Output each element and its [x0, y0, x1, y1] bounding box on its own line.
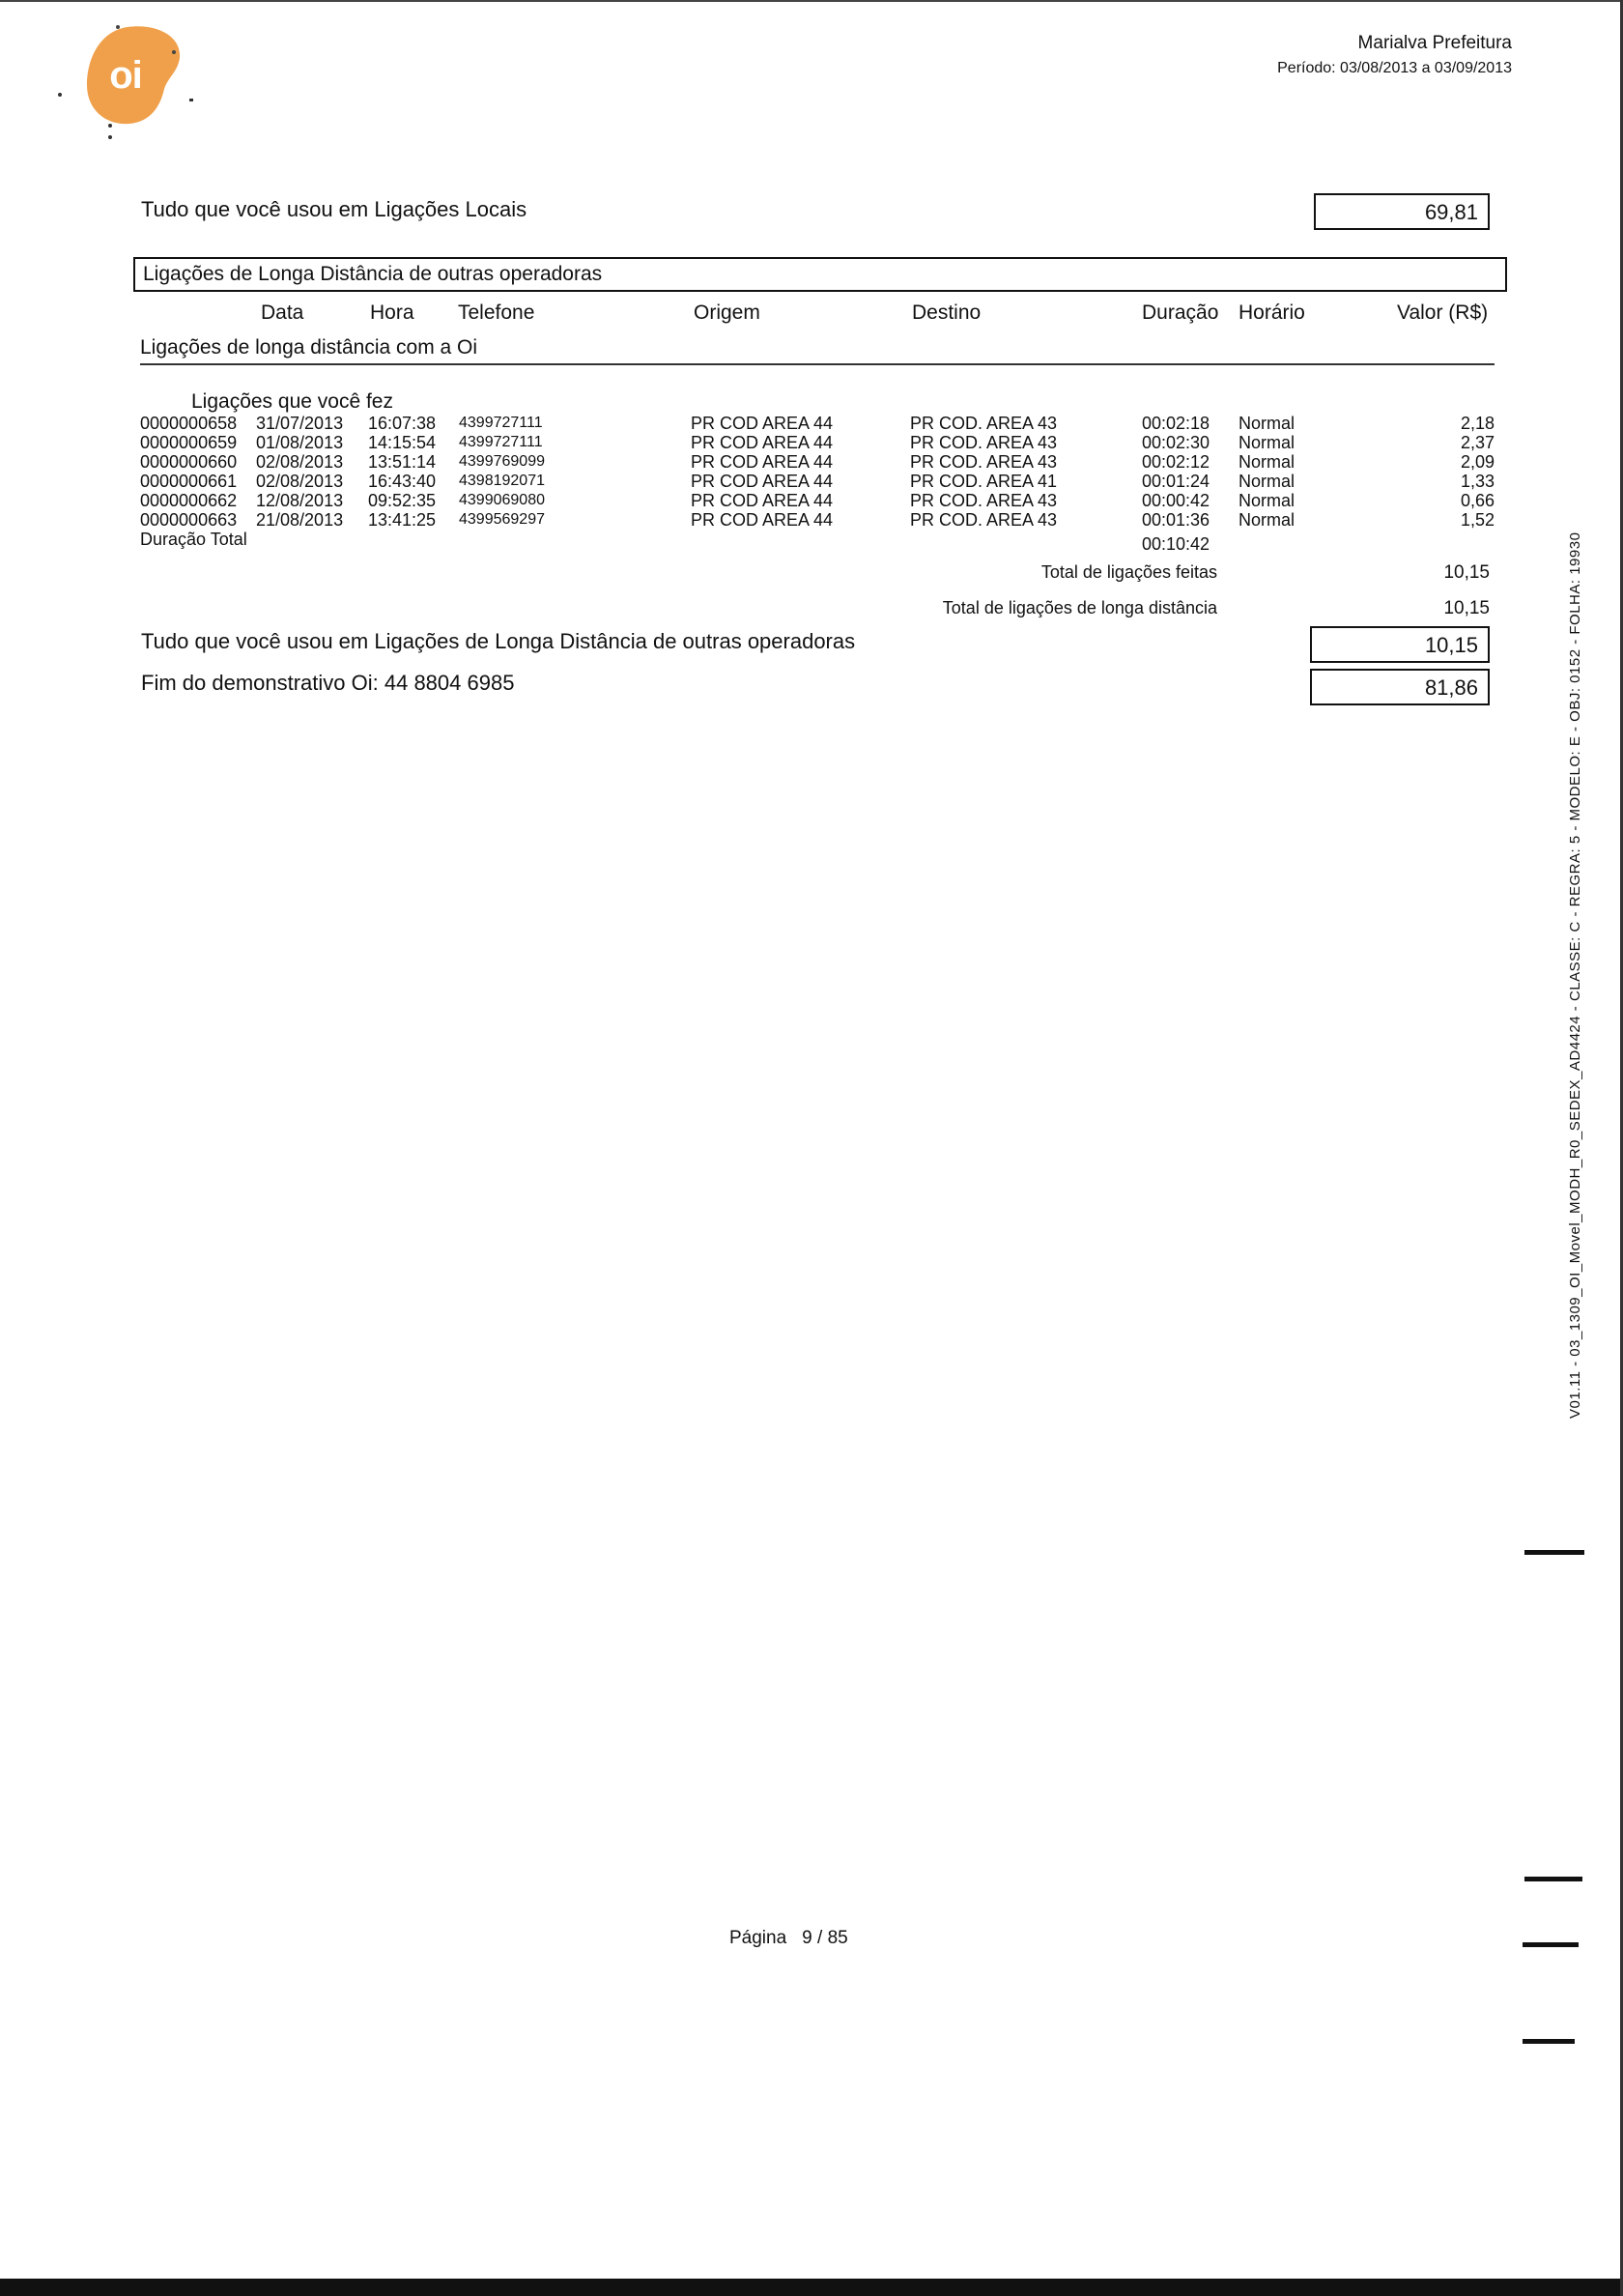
call-phone: 4399727111 [459, 415, 543, 431]
customer-name: Marialva Prefeitura [1357, 33, 1512, 53]
call-origin: PR COD AREA 44 [691, 491, 834, 510]
call-duration: 00:00:42 [1142, 491, 1210, 510]
call-id: 0000000660 [140, 452, 238, 472]
total-long-distance-value: 10,15 [1443, 598, 1490, 618]
col-header-telefone: Telefone [458, 301, 535, 324]
call-phone: 4399727111 [459, 434, 543, 450]
col-header-destino: Destino [912, 301, 982, 324]
side-document-code: V01.11 - 03_1309_OI_Movel_MODH_R0_SEDEX_AD4424 - CLASSE: C - REGRA: 5 - MODELO: E - OBJ: 0152 - FOLHA: 19930 [1567, 531, 1583, 1419]
call-phone: 4399069080 [459, 492, 545, 508]
call-time: 16:43:40 [368, 472, 437, 491]
col-header-data: Data [261, 301, 304, 324]
call-date: 31/07/2013 [256, 414, 344, 433]
call-duration: 00:02:30 [1142, 433, 1210, 452]
call-phone: 4398192071 [459, 473, 545, 489]
call-time: 09:52:35 [368, 491, 437, 510]
total-calls-made-label: Total de ligações feitas [1040, 562, 1217, 582]
call-date: 02/08/2013 [256, 452, 344, 472]
call-period: Normal [1239, 414, 1296, 433]
top-edge-line [0, 0, 1623, 2]
scan-dot [189, 99, 193, 101]
call-destination: PR COD. AREA 43 [910, 414, 1058, 433]
call-value: 2,18 [1460, 414, 1495, 433]
call-value: 1,33 [1460, 472, 1495, 491]
logo-text: oi [109, 54, 142, 97]
call-id: 0000000663 [140, 510, 238, 530]
scan-dot [108, 135, 112, 139]
call-origin: PR COD AREA 44 [691, 414, 834, 433]
call-date: 02/08/2013 [256, 472, 344, 491]
calls-heading: Ligações que você fez [191, 390, 393, 413]
account-header [1277, 33, 1512, 77]
call-value: 1,52 [1460, 510, 1495, 530]
call-date: 01/08/2013 [256, 433, 344, 452]
long-distance-section-title: Ligações de Longa Distância de outras operadoras [133, 257, 1507, 292]
call-time: 13:41:25 [368, 510, 437, 530]
long-distance-summary-label: Tudo que você usou em Ligações de Longa Distância de outras operadoras [141, 629, 856, 653]
local-calls-label: Tudo que você usou em Ligações Locais [141, 197, 527, 221]
call-origin: PR COD AREA 44 [691, 472, 834, 491]
statement-end-label: Fim do demonstrativo Oi: 44 8804 6985 [141, 671, 515, 695]
call-period: Normal [1239, 433, 1296, 452]
call-period: Normal [1239, 491, 1296, 510]
call-origin: PR COD AREA 44 [691, 452, 834, 472]
page-label: Página [729, 1928, 787, 1948]
call-period: Normal [1239, 472, 1296, 491]
call-value: 0,66 [1460, 491, 1495, 510]
col-header-valor: Valor (R$) [1397, 301, 1489, 324]
local-calls-total: 69,81 [1314, 193, 1490, 230]
call-value: 2,09 [1460, 452, 1495, 472]
margin-mark [1523, 1942, 1579, 1947]
call-phone: 4399569297 [459, 511, 545, 528]
call-destination: PR COD. AREA 43 [910, 510, 1058, 530]
call-date: 21/08/2013 [256, 510, 344, 530]
call-period: Normal [1239, 452, 1296, 472]
call-time: 13:51:14 [368, 452, 437, 472]
duration-total-value: 00:10:42 [1142, 534, 1210, 554]
call-id: 0000000659 [140, 433, 238, 452]
call-origin: PR COD AREA 44 [691, 510, 834, 530]
call-duration: 00:02:12 [1142, 452, 1210, 472]
call-period: Normal [1239, 510, 1296, 530]
scan-dot [58, 93, 62, 97]
call-destination: PR COD. AREA 43 [910, 491, 1058, 510]
call-phone: 4399769099 [459, 453, 545, 470]
call-id: 0000000661 [140, 472, 238, 491]
total-long-distance-label: Total de ligações de longa distância [942, 598, 1217, 617]
margin-mark [1524, 1550, 1584, 1555]
margin-mark [1523, 2039, 1575, 2044]
call-destination: PR COD. AREA 43 [910, 433, 1058, 452]
call-destination: PR COD. AREA 43 [910, 452, 1058, 472]
statement-end-total: 81,86 [1310, 669, 1490, 705]
col-header-horario: Horário [1239, 301, 1305, 324]
page-footer [729, 1928, 864, 1949]
total-calls-made-value: 10,15 [1443, 562, 1490, 583]
margin-mark [1524, 1877, 1582, 1881]
page-number: 9 / 85 [802, 1928, 848, 1948]
call-destination: PR COD. AREA 41 [910, 472, 1058, 491]
call-duration: 00:02:18 [1142, 414, 1210, 433]
col-header-hora: Hora [370, 301, 414, 324]
col-header-duracao: Duração [1142, 301, 1219, 324]
call-date: 12/08/2013 [256, 491, 344, 510]
section-rule [140, 363, 1495, 365]
call-time: 16:07:38 [368, 414, 437, 433]
call-time: 14:15:54 [368, 433, 437, 452]
duration-total-label: Duração Total [140, 530, 247, 549]
call-value: 2,37 [1460, 433, 1495, 452]
call-duration: 00:01:36 [1142, 510, 1210, 530]
subsection-title: Ligações de longa distância com a Oi [140, 336, 478, 359]
scan-dot [108, 124, 112, 128]
billing-period: Período: 03/08/2013 a 03/09/2013 [1277, 60, 1512, 76]
call-id: 0000000662 [140, 491, 238, 510]
long-distance-summary-total: 10,15 [1310, 626, 1490, 663]
call-id: 0000000658 [140, 414, 238, 433]
col-header-origem: Origem [694, 301, 760, 324]
call-origin: PR COD AREA 44 [691, 433, 834, 452]
call-duration: 00:01:24 [1142, 472, 1210, 491]
